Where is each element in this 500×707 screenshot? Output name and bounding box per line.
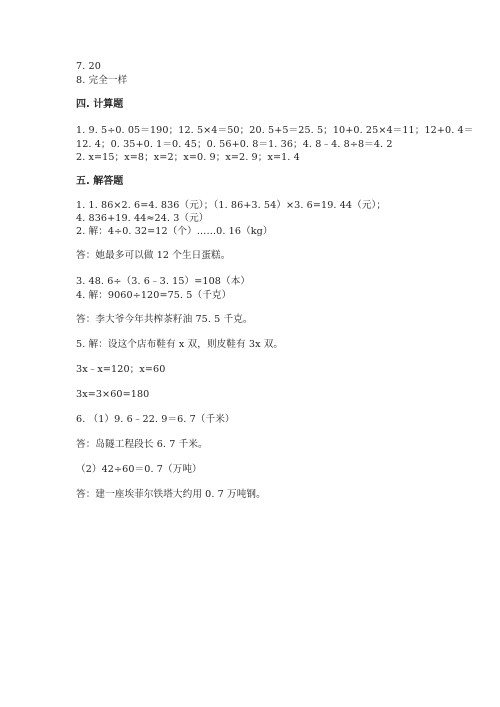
answer-line-7: 7. 20 (76, 61, 101, 72)
answer-line: 2. 解：4÷0. 32=12（个）……0. 16（kg） (76, 226, 273, 237)
answer-line: 3x﹣x=120；x=60 (76, 364, 166, 375)
answer-line-8: 8. 完全一样 (76, 75, 128, 86)
calc-line-2: 12. 4；0. 35+0. 1＝0. 45；0. 56+0. 8＝1. 36；4. 8﹣4. 8÷8＝4. 2 (76, 139, 393, 150)
section-heading-answers: 五. 解答题 (76, 176, 124, 187)
answer-line: 4. 836+19. 44≈24. 3（元） (76, 213, 209, 224)
answer-line: 3x=3×60=180 (76, 389, 150, 400)
answer-line: 答：她最多可以做 12 个生日蛋糕。 (76, 250, 231, 261)
section-heading-calculation: 四. 计算题 (76, 99, 124, 110)
answer-line: 答：岛隧工程段长 6. 7 千米。 (76, 439, 208, 450)
answer-line: 5. 解：设这个店布鞋有 x 双，则皮鞋有 3x 双。 (76, 339, 284, 350)
answer-line: （2）42÷60＝0. 7（万吨） (76, 464, 202, 475)
answer-line: 答：李大爷今年共榨茶籽油 75. 5 千克。 (76, 314, 253, 325)
answer-line: 4. 解：9060÷120=75. 5（千克） (76, 290, 232, 301)
answer-line: 3. 48. 6÷（3. 6﹣3. 15）=108（本） (76, 276, 251, 287)
calc-line-3: 2. x=15；x=8；x=2；x=0. 9；x=2. 9；x=1. 4 (76, 152, 300, 163)
answer-line: 6. （1）9. 6﹣22. 9＝6. 7（千米） (76, 414, 235, 425)
calc-line-1: 1. 9. 5÷0. 05＝190；12. 5×4＝50；20. 5+5＝25. 5；10+0. 25×4＝11；12+0. 4＝ (76, 125, 474, 136)
answer-line: 1. 1. 86×2. 6=4. 836（元）；（1. 86+3. 54）×3. 6=19. 44（元）； (76, 200, 387, 211)
answer-line: 答：建一座埃菲尔铁塔大约用 0. 7 万吨钢。 (76, 489, 266, 500)
